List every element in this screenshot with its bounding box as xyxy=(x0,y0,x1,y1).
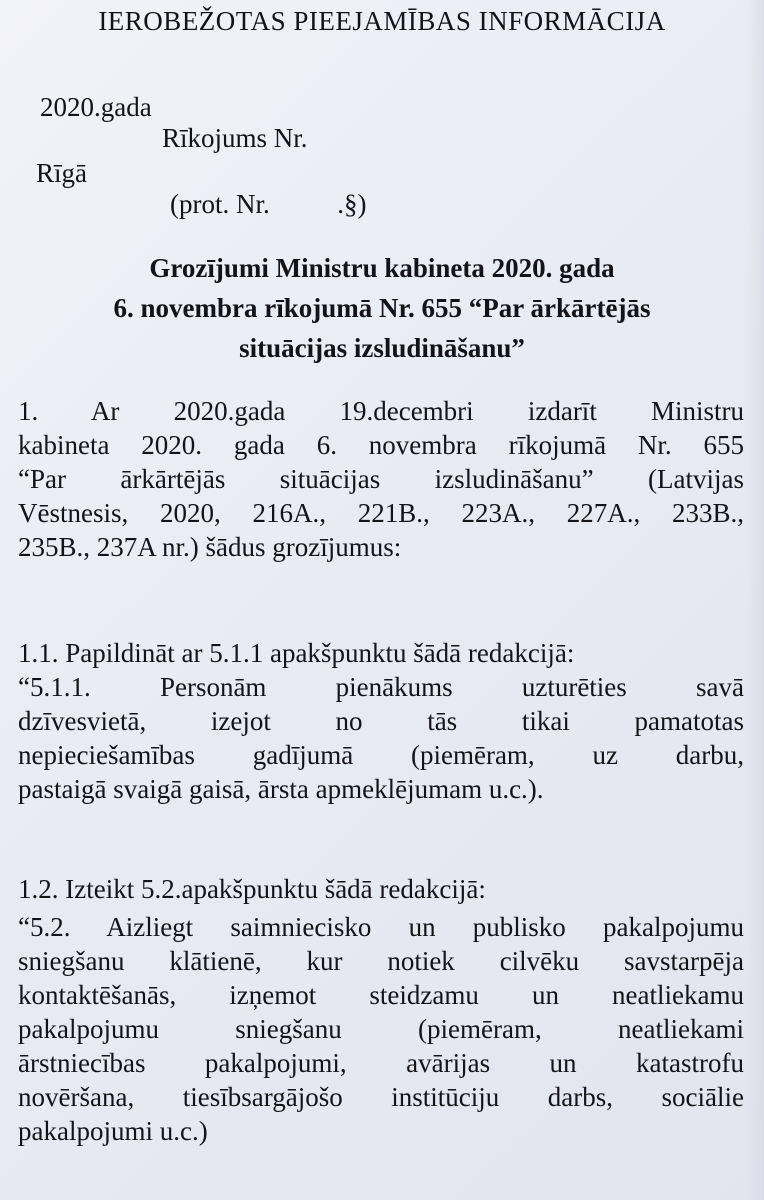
paragraph-line: “Par ārkārtējās situācijas izsludināšanu” (Latvijas xyxy=(18,464,744,494)
order-number-label: Rīkojums Nr. xyxy=(162,123,308,153)
paragraph-line: 1.1. Papildināt ar 5.1.1 apakšpunktu šādā redakcijā: xyxy=(18,638,575,668)
screen-glare xyxy=(746,0,764,1200)
paragraph-line: kabineta 2020. gada 6. novembra rīkojumā Nr. 655 xyxy=(18,430,744,460)
order-year: 2020.gada xyxy=(40,92,152,122)
paragraph-line: novēršana, tiesībsargājošo institūciju darbs, sociālie xyxy=(18,1082,744,1112)
restricted-access-header: IEROBEŽOTAS PIEEJAMĪBAS INFORMĀCIJA xyxy=(98,6,666,36)
document-title xyxy=(0,248,764,368)
paragraph-line: kontaktēšanās, izņemot steidzamu un neatliekamu xyxy=(18,980,744,1010)
paragraph-line: nepieciešamības gadījumā (piemēram, uz darbu, xyxy=(18,740,744,770)
paragraph-line: sniegšanu klātienē, kur notiek cilvēku savstarpēja xyxy=(18,946,744,976)
paragraph-line: “5.2. Aizliegt saimniecisko un publisko pakalpojumu xyxy=(18,912,744,942)
title-line: 6. novembra rīkojumā Nr. 655 “Par ārkārtējās xyxy=(113,293,651,323)
paragraph-line: pakalpojumi u.c.) xyxy=(18,1116,208,1146)
paragraph-line: ārstniecības pakalpojumi, avārijas un katastrofu xyxy=(18,1048,744,1078)
section-1-2 xyxy=(18,872,744,1148)
paragraph-line: 1. Ar 2020.gada 19.decembri izdarīt Ministru xyxy=(18,396,744,426)
paragraph-line: “5.1.1. Personām pienākums uzturēties savā xyxy=(18,672,744,702)
title-line: Grozījumi Ministru kabineta 2020. gada xyxy=(149,253,615,283)
paragraph-line: Vēstnesis, 2020, 216A., 221B., 223A., 227A., 233B., xyxy=(18,498,744,528)
paragraph-line: pakalpojumu sniegšanu (piemēram, neatliekami xyxy=(18,1014,744,1044)
title-line: situācijas izsludināšanu” xyxy=(239,333,525,363)
paragraph-line: 235B., 237A nr.) šādus grozījumus: xyxy=(18,532,402,562)
paragraph-line: 1.2. Izteikt 5.2.apakšpunktu šādā redakcijā: xyxy=(18,874,486,904)
protocol-number: (prot. Nr. .§) xyxy=(170,189,367,219)
order-city: Rīgā xyxy=(36,158,87,188)
section-1-1 xyxy=(18,636,744,806)
section-1 xyxy=(18,394,744,564)
paragraph-line: dzīvesvietā, izejot no tās tikai pamatotas xyxy=(18,706,744,736)
paragraph-line: pastaigā svaigā gaisā, ārsta apmeklējumam u.c.). xyxy=(18,774,544,804)
